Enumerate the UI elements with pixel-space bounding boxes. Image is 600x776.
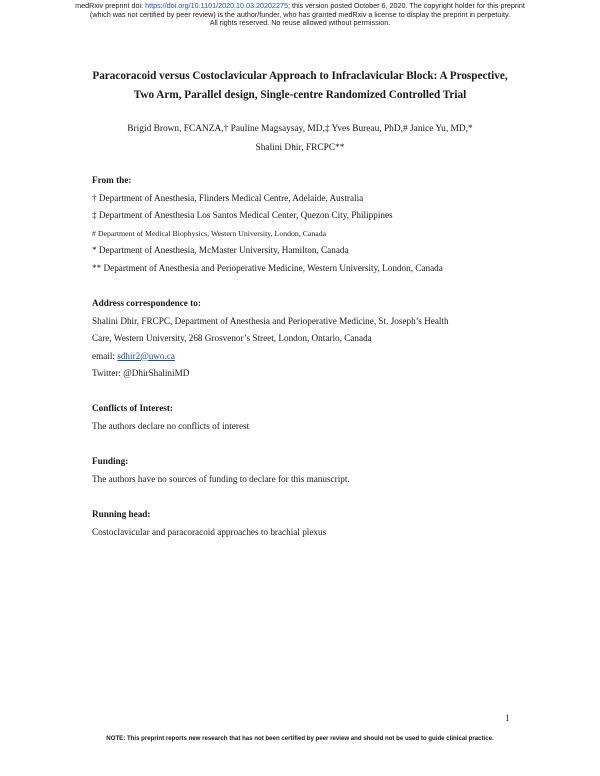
conflicts-heading: Conflicts of Interest: bbox=[92, 403, 173, 413]
affiliations-section bbox=[92, 172, 532, 277]
funding-heading: Funding: bbox=[92, 456, 129, 466]
twitter-handle: Twitter: @DhirShaliniMD bbox=[92, 368, 190, 378]
correspondence-line-1: Shalini Dhir, FRCPC, Department of Anesthesia and Perioperative Medicine, St. Joseph’s Health bbox=[92, 315, 449, 326]
title-line-1: Paracoracoid versus Costoclavicular Approach to Infraclavicular Block: A Prospective, bbox=[92, 70, 508, 82]
funding-section bbox=[92, 453, 532, 488]
correspondence-line-2: Care, Western University, 268 Grosvenor’s Street, London, Ontario, Canada bbox=[92, 333, 372, 343]
banner-line-1: medRxiv preprint doi: https://doi.org/10.1101/2020.10.03.20202275; this version posted October 6, 2020. The copyright holder for this preprint bbox=[75, 1, 525, 10]
preprint-banner bbox=[60, 2, 540, 28]
running-head-heading: Running head: bbox=[92, 509, 151, 519]
affiliation-item: * Department of Anesthesia, McMaster University, Hamilton, Canada bbox=[92, 245, 349, 255]
title-line-2: Two Arm, Parallel design, Single-centre Randomized Controlled Trial bbox=[133, 89, 467, 101]
conflicts-text: The authors declare no conflicts of interest bbox=[92, 420, 250, 431]
paper-title bbox=[70, 67, 530, 105]
banner-line-2: (which was not certified by peer review) is the author/funder, who has granted medRxiv a license to display the preprint in perpetuity. bbox=[89, 9, 511, 19]
correspondence-section bbox=[92, 295, 532, 383]
affiliation-item: ‡ Department of Anesthesia Los Santos Medical Center, Quezon City, Philippines bbox=[92, 210, 393, 220]
preprint-footer-note: NOTE: This preprint reports new research that has not been certified by peer review and should not be used to guide clinical practice. bbox=[106, 735, 494, 742]
banner-line-3: All rights reserved. No reuse allowed without permission. bbox=[209, 18, 391, 28]
running-head-text: Costoclavicular and paracoracoid approaches to brachial plexus bbox=[92, 526, 327, 537]
email-label: email: bbox=[92, 350, 118, 361]
author-list bbox=[70, 120, 530, 158]
funding-text: The authors have no sources of funding to declare for this manuscript. bbox=[92, 473, 350, 484]
authors-line-2: Shalini Dhir, FRCPC** bbox=[255, 143, 345, 153]
affiliations-heading: From the: bbox=[92, 175, 132, 185]
doi-link[interactable]: https://doi.org/10.1101/2020.10.03.20202275 bbox=[145, 1, 289, 10]
affiliation-item: † Department of Anesthesia, Flinders Medical Centre, Adelaide, Australia bbox=[92, 192, 364, 203]
page-number: 1 bbox=[505, 713, 510, 723]
email-link[interactable]: sdhir2@uwo.ca bbox=[117, 350, 175, 361]
affiliation-item: # Department of Medical Biophysics, Western University, London, Canada bbox=[92, 228, 327, 238]
email-line bbox=[92, 348, 532, 366]
running-head-section bbox=[92, 506, 532, 541]
conflicts-section bbox=[92, 400, 532, 435]
authors-line-1: Brigid Brown, FCANZA,† Pauline Magsaysay, MD,‡ Yves Bureau, PhD,# Janice Yu, MD,* bbox=[127, 124, 473, 134]
correspondence-heading: Address correspondence to: bbox=[92, 298, 201, 308]
affiliation-item: ** Department of Anesthesia and Perioperative Medicine, Western University, London, Canada bbox=[92, 262, 443, 273]
